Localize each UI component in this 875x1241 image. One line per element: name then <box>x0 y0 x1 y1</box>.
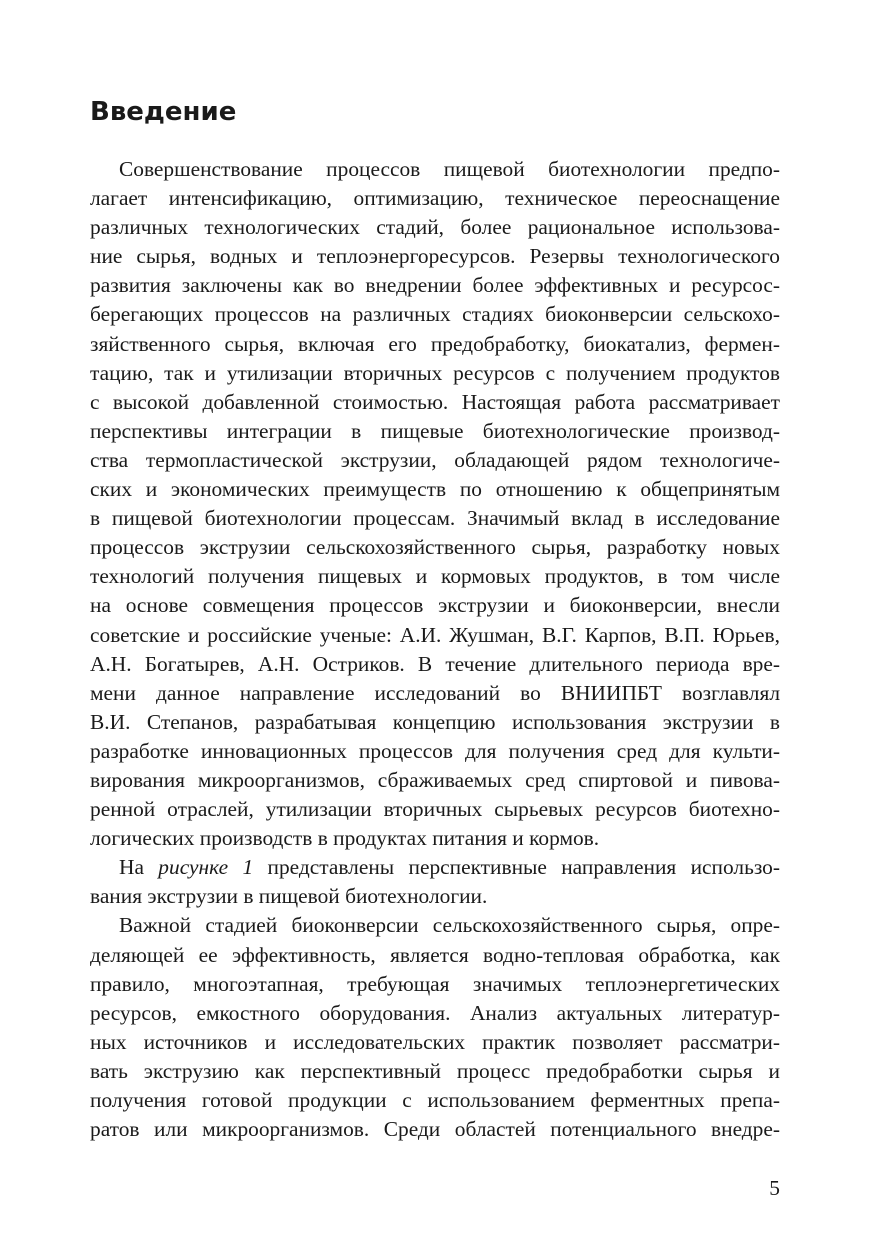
paragraph-2 <box>90 853 780 911</box>
section-heading: Введение <box>90 97 237 127</box>
text-line: технологий получения пищевых и кормовых продуктов, в том числе <box>90 564 780 589</box>
text-line: ных источников и исследовательских практик позволяет рассматри- <box>90 1029 780 1054</box>
text-line: правило, многоэтапная, требующая значимых теплоэнергетических <box>90 971 780 996</box>
text-line: ских и экономических преимуществ по отношению к общепринятым <box>90 477 780 502</box>
text-line: вирования микроорганизмов, сбраживаемых сред спиртовой и пивова- <box>90 767 780 792</box>
text-line: деляющей ее эффективность, является водно-тепловая обработка, как <box>90 942 780 967</box>
text-line: перспективы интеграции в пищевые биотехнологические производ- <box>90 418 780 443</box>
text-line: зяйственного сырья, включая его предобработку, биокатализ, фермен- <box>90 331 780 356</box>
text-line: советские и российские ученые: А.И. Жушман, В.Г. Карпов, В.П. Юрьев, <box>90 622 780 647</box>
text-line: лагает интенсификацию, оптимизацию, техническое переоснащение <box>90 186 780 211</box>
text-line: различных технологических стадий, более рациональное использова- <box>90 215 780 240</box>
text-line: вать экструзию как перспективный процесс предобработки сырья и <box>90 1058 780 1083</box>
text-line: ресурсов, емкостного оборудования. Анализ актуальных литератур- <box>90 1000 780 1025</box>
text-line: с высокой добавленной стоимостью. Настоящая работа рассматривает <box>90 389 780 414</box>
text-line: Важной стадией биоконверсии сельскохозяйственного сырья, опре- <box>119 913 780 938</box>
page-number: 5 <box>769 1176 780 1200</box>
text-line: тацию, так и утилизации вторичных ресурсов с получением продуктов <box>90 360 780 385</box>
text-line: на основе совмещения процессов экструзии и биоконверсии, внесли <box>90 593 780 618</box>
text-line: логических производств в продуктах питания и кормов. <box>90 826 600 851</box>
text-line: А.Н. Богатырев, А.Н. Остриков. В течение длительного периода вре- <box>90 651 780 676</box>
text-line: берегающих процессов на различных стадиях биоконверсии сельскохо- <box>90 302 780 327</box>
text-line: вания экструзии в пищевой биотехнологии. <box>90 884 488 909</box>
text-line: ратов или микроорганизмов. Среди областей потенциального внедре- <box>90 1117 780 1142</box>
text-line: процессов экструзии сельскохозяйственного сырья, разработку новых <box>90 535 780 560</box>
text-line: Совершенствование процессов пищевой биотехнологии предпо- <box>119 157 780 181</box>
body-text <box>90 155 780 1144</box>
text-run: На <box>119 855 159 880</box>
paragraph-3 <box>90 911 780 1144</box>
text-line: ренной отраслей, утилизации вторичных сырьевых ресурсов биотехно- <box>90 797 780 822</box>
figure-reference: рисунке 1 <box>158 855 254 880</box>
text-line: ства термопластической экструзии, обладающей рядом технологиче- <box>90 447 780 472</box>
text-line: В.И. Степанов, разрабатывая концепцию использования экструзии в <box>90 709 780 734</box>
text-run: представлены перспективные направления использо- <box>253 855 780 880</box>
text-line: ние сырья, водных и теплоэнергоресурсов. Резервы технологического <box>90 244 780 269</box>
paragraph-1 <box>90 155 780 853</box>
text-line: мени данное направление исследований во ВНИИПБТ возглавлял <box>90 680 780 705</box>
text-line: развития заключены как во внедрении более эффективных и ресурсос- <box>90 273 780 298</box>
text-line: разработке инновационных процессов для получения сред для культи- <box>90 738 780 763</box>
text-line: получения готовой продукции с использованием ферментных препа- <box>90 1088 780 1112</box>
text-line <box>90 853 780 882</box>
text-line: в пищевой биотехнологии процессам. Значимый вклад в исследование <box>90 506 780 531</box>
